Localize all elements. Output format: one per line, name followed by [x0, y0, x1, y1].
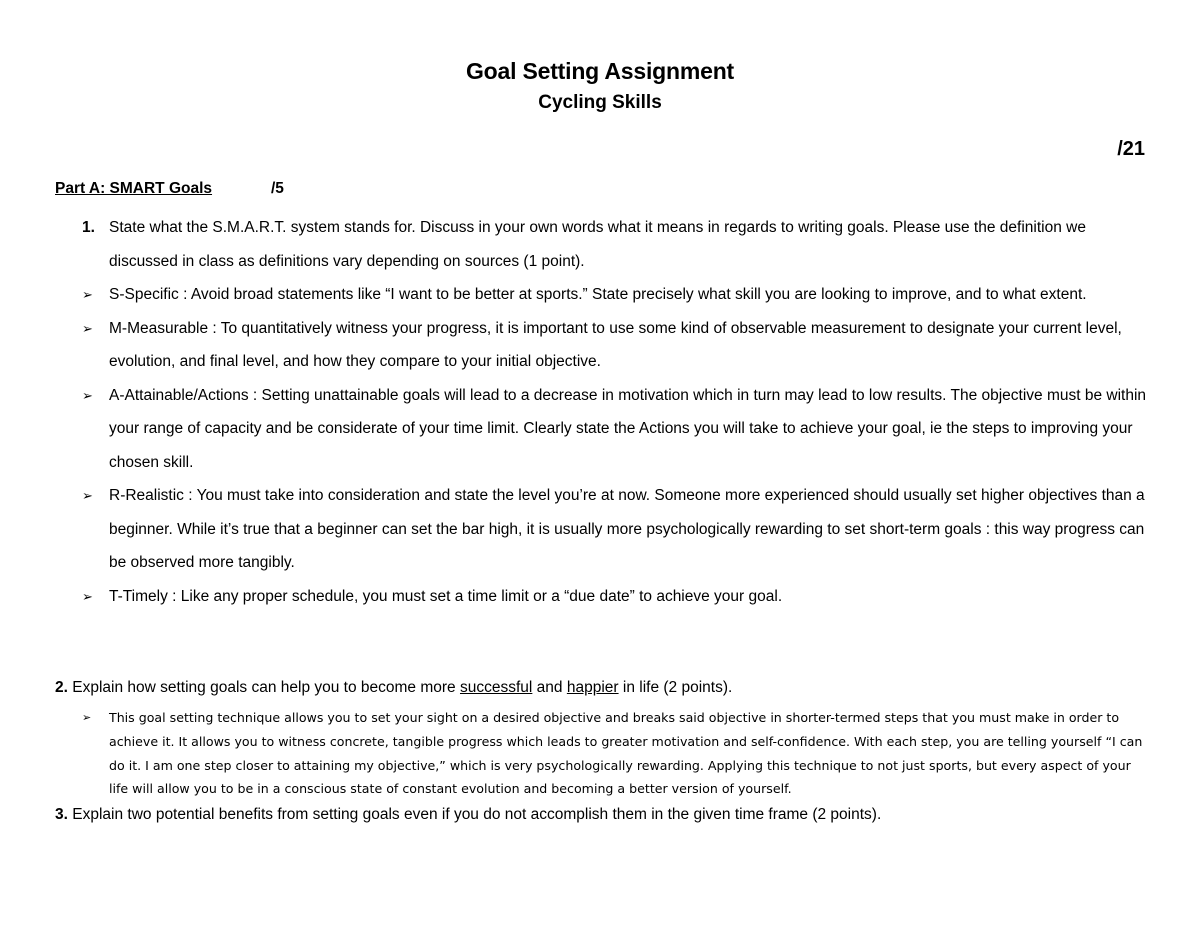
part-a-label: Part A: SMART Goals [55, 180, 213, 197]
arrow-bullet-icon: ➢ [82, 387, 93, 403]
document-subtitle: Cycling Skills [538, 92, 662, 113]
question-2-text-middle: and [536, 679, 563, 696]
question-1-number: 1. [82, 219, 95, 236]
question-1 [82, 211, 1142, 278]
question-2-keyword-successful: successful [459, 679, 533, 696]
arrow-bullet-icon: ➢ [82, 488, 93, 503]
smart-definitions-list [82, 278, 1147, 613]
smart-item-text: R-Realistic : You must take into consideration and state the level you’re at now. Someone more experienced should usually set higher objectives than a beginner. While it’s true that a beginner can set the bar high, it is usually more psychologically rewarding to set short-term goals : this way progress can be observed more tangibly. [109, 487, 1145, 571]
question-3-text: Explain two potential benefits from setting goals even if you do not accomplish them in the given time frame (2 points). [72, 806, 882, 823]
smart-item-specific [82, 278, 1147, 312]
arrow-bullet-icon: ➢ [82, 287, 93, 302]
document-title: Goal Setting Assignment [465, 58, 735, 84]
smart-item-measurable [82, 312, 1147, 379]
smart-item-timely [82, 580, 1147, 614]
question-2-answer-text: This goal setting technique allows you to set your sight on a desired objective and breaks said objective in shorter-termed steps that you must make in order to achieve it. It allows you to witness concrete, tangible progress which leads to greater motivation and self-confidence. With each step, you are telling yourself “I can do it. I am one step closer to attaining my objective,” which is very psychologically rewarding. Applying this technique to not just sports, but every aspect of your life will allow you to be in a conscious state of constant evolution and becoming a better version of yourself. [109, 710, 1143, 797]
arrow-bullet-icon: ➢ [82, 320, 93, 336]
question-2-number: 2. [55, 679, 68, 696]
smart-item-text: A-Attainable/Actions : Setting unattainable goals will lead to a decrease in motivation which in turn may lead to low results. The objective must be within your range of capacity and be considerate of your time limit. Clearly state the Actions you will take to achieve your goal, ie the steps to improving your chosen skill. [109, 386, 1147, 471]
question-2-text-before: Explain how setting goals can help you to become more [72, 679, 456, 696]
arrow-bullet-icon: ➢ [82, 588, 93, 604]
smart-item-text: S-Specific : Avoid broad statements like “I want to be better at sports.” State precisely what skill you are looking to improve, and to what extent. [109, 286, 1087, 303]
smart-item-realistic [82, 479, 1147, 580]
question-2 [55, 677, 732, 699]
arrow-bullet-icon: ➢ [82, 711, 92, 724]
question-3-number: 3. [55, 806, 68, 823]
question-3 [55, 804, 881, 826]
question-2-text-after: in life (2 points). [622, 679, 733, 696]
total-score: /21 [1117, 138, 1145, 160]
question-2-keyword-happier: happier [566, 679, 619, 696]
part-a-heading [55, 180, 284, 198]
smart-item-text: T-Timely : Like any proper schedule, you must set a time limit or a “due date” to achieve your goal. [109, 587, 783, 605]
smart-item-attainable [82, 379, 1147, 480]
part-a-score: /5 [271, 180, 284, 197]
smart-item-text: M-Measurable : To quantitatively witness your progress, it is important to use some kind of observable measurement to designate your current level, evolution, and final level, and how they compare to your initial objective. [109, 319, 1122, 370]
question-2-answer [82, 706, 1150, 801]
question-1-text: State what the S.M.A.R.T. system stands for. Discuss in your own words what it means in regards to writing goals. Please use the definition we discussed in class as definitions vary depending on sources (1 point). [109, 219, 1086, 270]
